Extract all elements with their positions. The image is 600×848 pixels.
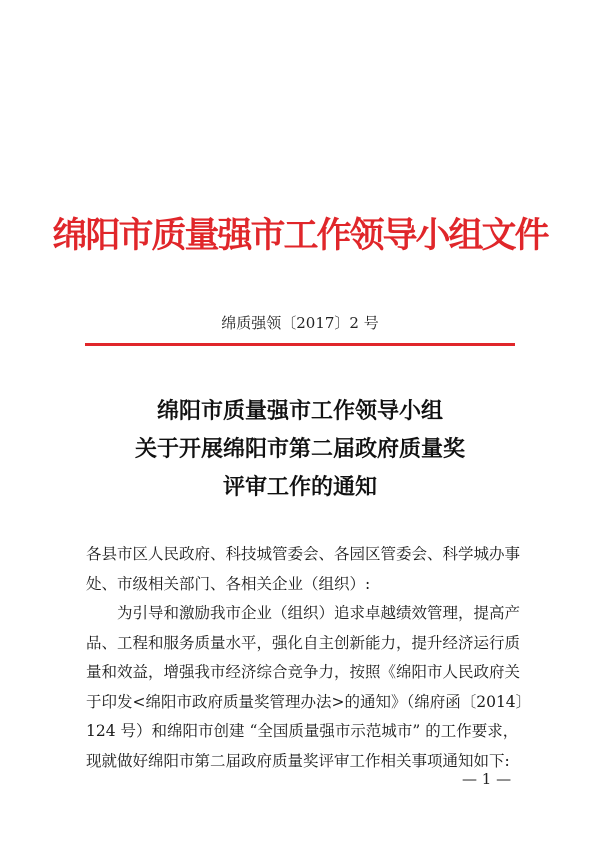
addressee-line: 各县市区人民政府、科技城管委会、各园区管委会、科学城办事 <box>86 545 521 563</box>
paragraph-line: 124 号）和绵阳市创建 “全国质量强市示范城市” 的工作要求， <box>86 722 519 740</box>
notice-body <box>86 540 532 776</box>
paragraph-line: 于印发<绵阳市政府质量奖管理办法>的通知》（绵府函〔2014〕 <box>86 692 532 711</box>
red-divider-line <box>85 343 515 346</box>
paragraph-line: 量和效益，增强我市经济综合竞争力，按照《绵阳市人民政府关 <box>86 663 521 681</box>
issuer-header-title: 绵阳市质量强市工作领导小组文件 <box>52 215 548 256</box>
notice-title-line: 绵阳市质量强市工作领导小组 <box>156 398 443 424</box>
document-number: 绵质强领〔2017〕2 号 <box>221 314 379 332</box>
notice-title <box>0 392 600 506</box>
paragraph-line: 品、工程和服务质量水平，强化自主创新能力，提升经济运行质 <box>86 633 521 652</box>
notice-title-line: 关于开展绵阳市第二届政府质量奖 <box>134 436 465 462</box>
paragraph-line: 现就做好绵阳市第二届政府质量奖评审工作相关事项通知如下: <box>86 751 510 770</box>
paragraph-line: 为引导和激励我市企业（组织）追求卓越绩效管理，提高产 <box>117 604 521 622</box>
page-number: — 1 — <box>462 770 512 788</box>
notice-title-line: 评审工作的通知 <box>222 474 377 500</box>
addressee-line: 处、市级相关部门、各相关企业（组织）: <box>86 574 371 593</box>
